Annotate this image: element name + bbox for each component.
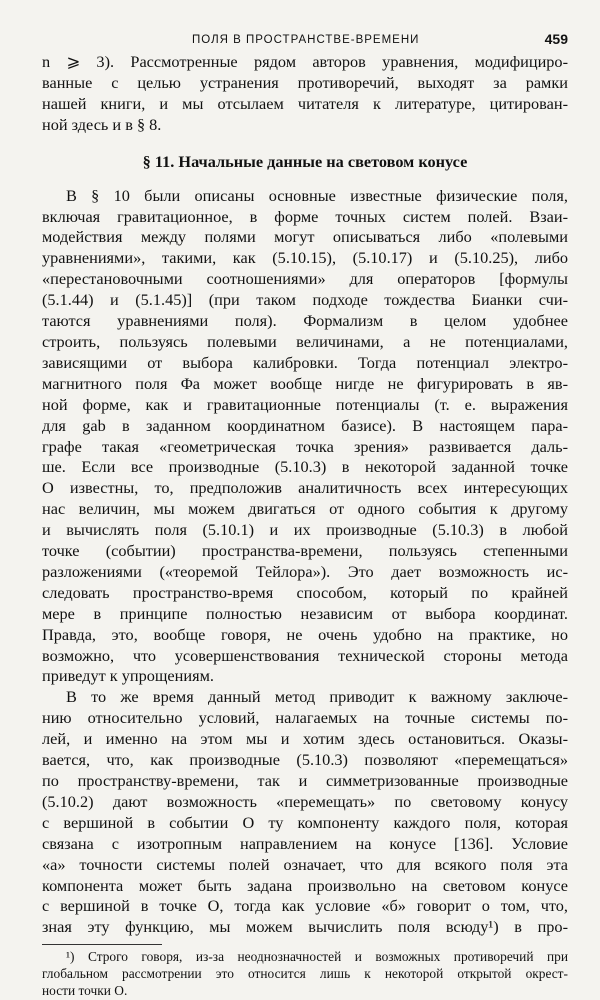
page-number: 459 — [544, 31, 568, 47]
text-line: компонента может быть задана произвольно на световом конусе — [42, 875, 568, 895]
text-line: n ⩾ 3). Рассмотренные рядом авторов уравнения, модифициро- — [42, 52, 568, 71]
text-line: для gab в заданном координатном базисе). В настоящем пара- — [42, 415, 568, 435]
text-line: таются уравнениями поля). Формализм в целом удобнее — [42, 311, 568, 331]
text-line: с вершиной в событии O ту компоненту каждого поля, которая — [42, 812, 568, 832]
text-line: вается, что, как производные (5.10.3) позволяют «перемещаться» — [42, 750, 568, 770]
text-line: лей, и именно на этом мы и хотим здесь остановиться. Оказы- — [42, 729, 568, 749]
text-line: (5.10.2) дают возможность «перемещать» по световому конусу — [42, 791, 568, 811]
text-line: O известны, то, предположив аналитичность всех интересующих — [42, 478, 568, 498]
footnote-divider — [42, 944, 162, 945]
text-line: ше. Если все производные (5.10.3) в некоторой заданной точке — [42, 457, 568, 477]
text-line: с вершиной в точке O, тогда как условие «б» говорит о том, что, — [42, 896, 568, 916]
text-line: ванные с целью устранения противоречий, выходят за рамки — [42, 72, 568, 92]
text-line: возможно, что усовершенствования технической стороны метода — [42, 645, 568, 665]
text-line: уравнениями», такими, как (5.10.15), (5.10.17) и (5.10.25), либо — [42, 248, 568, 268]
text-line: приведут к упрощениям. — [42, 666, 214, 686]
text-line: В § 10 были описаны основные известные физические поля, — [66, 185, 568, 205]
book-page — [42, 30, 568, 1000]
running-header — [42, 30, 568, 52]
text-line: зависящими от выбора калибровки. Тогда потенциал электро- — [42, 352, 568, 372]
text-line: разложениями («теоремой Тейлора»). Это дает возможность ис- — [42, 561, 568, 581]
text-line: включая гравитационное, в форме точных систем полей. Взаи- — [42, 206, 568, 226]
text-line: связана с изотропным направлением на конусе [136]. Условие — [42, 833, 568, 853]
text-line: Правда, это, вообще говоря, не очень удобно на практике, но — [42, 624, 568, 644]
text-line: нашей книги, и мы отсылаем читателя к литературе, цитирован- — [42, 93, 568, 113]
text-line: нас величин, мы можем двигаться от одного события к другому — [42, 499, 568, 519]
footnote-line: ности точки O. — [42, 982, 128, 998]
text-line: и вычислять поля (5.10.1) и их производные (5.10.3) в любой — [42, 520, 568, 540]
footnote-line: глобальном рассмотрении это относится лишь к некоторой открытой окрест- — [42, 966, 568, 982]
text-line: следовать пространство-время способом, который по крайней — [42, 582, 568, 602]
text-line: графе такая «геометрическая точка зрения» развивается даль- — [42, 436, 568, 456]
paragraph-1 — [42, 186, 568, 688]
running-title: ПОЛЯ В ПРОСТРАНСТВЕ-ВРЕМЕНИ — [192, 34, 420, 46]
text-line: магнитного поля Φa может вообще нигде не фигурировать в яв- — [42, 373, 568, 393]
text-line: модействия между полями могут описываться либо «полевыми — [42, 227, 568, 247]
paragraph-2 — [42, 687, 568, 938]
text-line: зная эту функцию, мы можем вычислить поля всюду¹) в про- — [42, 917, 568, 937]
text-line: (5.1.44) и (5.1.45)] (при таком подходе тождества Бианки счи- — [42, 290, 568, 310]
text-line: «перестановочными соотношениями» для операторов [формулы — [42, 269, 568, 289]
intro-paragraph — [42, 52, 568, 136]
text-line: «а» точности системы полей означает, что для всякого поля эта — [42, 854, 568, 874]
text-line: нию относительно условий, налагаемых на точные системы по- — [42, 708, 568, 728]
text-line: по пространству-времени, так и симметризованные производные — [42, 771, 568, 790]
text-line: точке (событии) пространства-времени, пользуясь степенными — [42, 541, 568, 561]
text-line: ной форме, как и гравитационные потенциалы (т. е. выражения — [42, 394, 568, 414]
footnote-line: ¹) Строго говоря, из-за неоднозначностей и возможных противоречий при — [66, 949, 568, 965]
footnote — [42, 949, 568, 999]
section-title: § 11. Начальные данные на световом конусе — [142, 151, 468, 171]
text-line: ной здесь и в § 8. — [42, 114, 162, 134]
text-line: В то же время данный метод приводит к важному заключе- — [66, 687, 568, 707]
text-line: мере в принципе полностью независим от выбора координат. — [42, 603, 568, 623]
text-line: строить, пользуясь полевыми величинами, а не потенциалами, — [42, 331, 568, 351]
